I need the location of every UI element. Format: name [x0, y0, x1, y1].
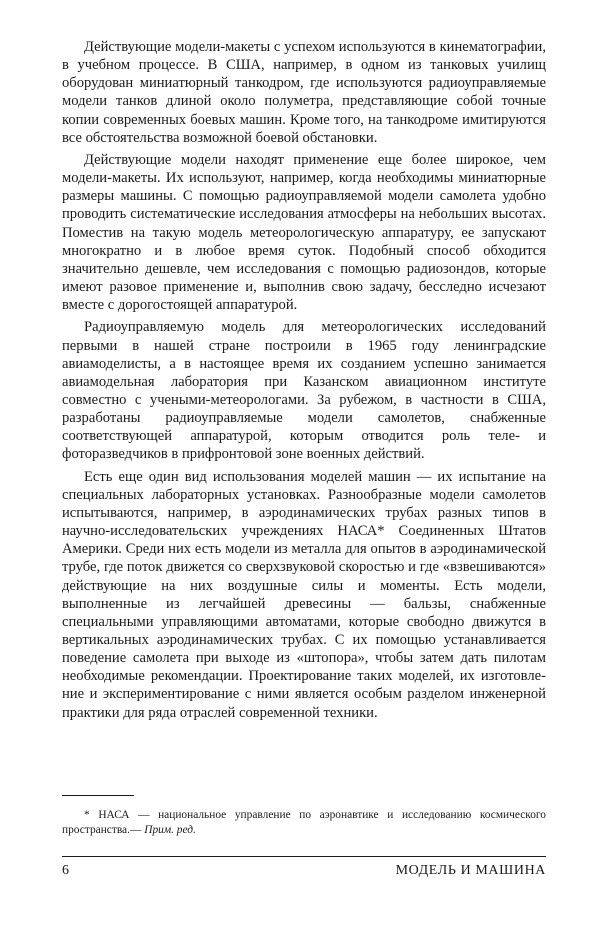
running-title: МОДЕЛЬ И МАШИНА	[395, 863, 546, 878]
footnote-divider	[62, 795, 134, 796]
footnote-text: * НАСА — национальное управление по аэронавтике и исследованию космического пространства.—	[62, 809, 546, 836]
page-number: 6	[62, 863, 69, 878]
paragraph-4: Есть еще один вид использования моделей машин — их испытание на специальных лабораторных установках. Разнообразные модели самолетов испытываются, например, в аэродинамических трубах разных типов в научно-исследовательских учреждениях НАСА* Соединенных Штатов Америки. Среди них есть модели из металла для опытов в аэродинамической трубе, где поток движется со сверхзвуковой скоростью и где «взвешиваются» действующие на них воздушные силы и моменты. Есть модели, выполненные из легчайшей древесины — бальзы, снабженные специальными управляющими автоматами, которые свободно движутся в вертикальных аэродинамических трубах. С их помощью устанавливается поведение самолета при выходе из «штопора», чтобы затем дать пилотам необходимые рекомендации. Проектирование таких моделей, их изготовление и экспериментирование с ними является особым разделом инженерной практики для ряда отраслей современной техники.	[62, 468, 546, 721]
footnote-editor-note: Прим. ред.	[144, 824, 196, 836]
page-body	[62, 38, 546, 724]
paragraph-2: Действующие модели находят применение еще более широкое, чем модели-макеты. Их используют, например, когда необходимы миниатюрные размеры машины. С помощью радиоуправляемой модели самолета удобно проводить систематические исследования атмосферы на небольших высотах. Поместив на такую модель метеорологическую аппаратуру, ее запускают многократно и в любое время суток. Подобный способ обходится значительно дешевле, чем исследования с помощью радиозондов, которые имеют разовое применение и, выполнив свою задачу, бесследно исчезают вместе с дорогостоящей аппаратурой.	[62, 151, 546, 314]
paragraph-3: Радиоуправляемую модель для метеорологических исследований первыми в нашей стране построили в 1965 году ленинградские авиамоделисты, а в настоящее время их созданием успешно занимается авиамодельная лаборатория при Казанском авиационном институте совместно с учеными-метеорологами. За рубежом, в частности в США, разработаны радиоуправляемые модели самолетов, снабженные соответствующей аппаратурой, которым отводится роль теле- и фоторазведчиков в прифронтовой зоне военных действий.	[62, 319, 546, 463]
footer-divider	[62, 856, 546, 857]
paragraph-1: Действующие модели-макеты с успехом используются в кинематографии, в учебном процессе. В США, например, в одном из танковых училищ оборудован миниатюрный танкодром, где используются радиоуправляемые модели танков длиной около полуметра, представляющие собой точные копии современных боевых машин. Кроме того, на танкодроме имитируются все обстоятельства возможной боевой обстановки.	[62, 39, 546, 146]
footnote	[62, 808, 546, 838]
